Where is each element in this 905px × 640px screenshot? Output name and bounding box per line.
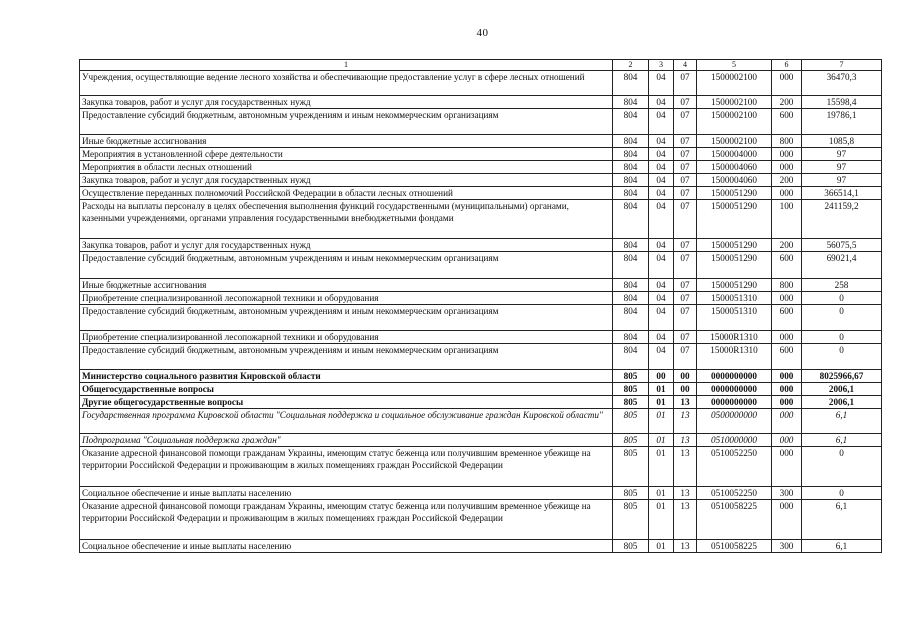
row-name-cell: Закупка товаров, работ и услуг для государственных нужд <box>80 174 613 187</box>
section-code-cell: 04 <box>649 174 674 187</box>
expense-type-cell: 200 <box>772 239 802 252</box>
row-name-cell: Предоставление субсидий бюджетным, автономным учреждениям и иным некоммерческим организациям <box>80 109 613 135</box>
row-name-cell: Приобретение специализированной лесопожарной техники и оборудования <box>80 292 613 305</box>
expense-type-cell: 000 <box>772 500 802 540</box>
amount-cell: 97 <box>802 174 882 187</box>
expense-type-cell: 000 <box>772 187 802 200</box>
target-article-cell: 0510058225 <box>697 500 772 540</box>
amount-cell: 241159,2 <box>802 200 882 239</box>
subsection-code-cell: 13 <box>674 540 697 553</box>
expense-type-cell: 000 <box>772 161 802 174</box>
subsection-code-cell: 07 <box>674 109 697 135</box>
gl-code-cell: 805 <box>613 500 649 540</box>
section-code-cell: 04 <box>649 148 674 161</box>
section-code-cell: 04 <box>649 239 674 252</box>
amount-cell: 0 <box>802 447 882 487</box>
gl-code-cell: 804 <box>613 292 649 305</box>
row-name-cell: Мероприятия в области лесных отношений <box>80 161 613 174</box>
section-code-cell: 00 <box>649 370 674 383</box>
subsection-code-cell: 07 <box>674 200 697 239</box>
amount-cell: 0 <box>802 305 882 331</box>
gl-code-cell: 804 <box>613 96 649 109</box>
target-article-cell: 1500051290 <box>697 252 772 279</box>
gl-code-cell: 804 <box>613 200 649 239</box>
amount-cell: 6,1 <box>802 500 882 540</box>
subsection-code-cell: 07 <box>674 305 697 331</box>
subsection-code-cell: 00 <box>674 383 697 396</box>
table-row <box>80 252 882 279</box>
header-row <box>80 60 882 71</box>
expense-type-cell: 000 <box>772 148 802 161</box>
subsection-code-cell: 13 <box>674 434 697 447</box>
table-row <box>80 370 882 383</box>
expense-type-cell: 000 <box>772 370 802 383</box>
row-name-cell: Иные бюджетные ассигнования <box>80 135 613 148</box>
table-row <box>80 161 882 174</box>
gl-code-cell: 805 <box>613 434 649 447</box>
row-name-cell: Закупка товаров, работ и услуг для государственных нужд <box>80 239 613 252</box>
gl-code-cell: 804 <box>613 109 649 135</box>
target-article-cell: 0500000000 <box>697 409 772 434</box>
target-article-cell: 1500002100 <box>697 71 772 96</box>
section-code-cell: 04 <box>649 292 674 305</box>
expense-type-cell: 200 <box>772 96 802 109</box>
amount-cell: 97 <box>802 161 882 174</box>
row-name-cell: Государственная программа Кировской области "Социальная поддержка и социальное обслуживание граждан Кировской области" <box>80 409 613 434</box>
row-name-cell: Подпрограмма "Социальная поддержка граждан" <box>80 434 613 447</box>
target-article-cell: 1500002100 <box>697 135 772 148</box>
amount-cell: 97 <box>802 148 882 161</box>
table-row <box>80 71 882 96</box>
expense-type-cell: 300 <box>772 487 802 500</box>
table-row <box>80 96 882 109</box>
section-code-cell: 04 <box>649 187 674 200</box>
table-row <box>80 383 882 396</box>
amount-cell: 36470,3 <box>802 71 882 96</box>
target-article-cell: 1500004000 <box>697 148 772 161</box>
row-name-cell: Предоставление субсидий бюджетным, автономным учреждениям и иным некоммерческим организациям <box>80 252 613 279</box>
gl-code-cell: 804 <box>613 331 649 344</box>
gl-code-cell: 805 <box>613 383 649 396</box>
expense-type-cell: 600 <box>772 344 802 370</box>
header-cell: 5 <box>697 60 772 71</box>
section-code-cell: 01 <box>649 396 674 409</box>
header-cell: 6 <box>772 60 802 71</box>
target-article-cell: 1500051290 <box>697 200 772 239</box>
subsection-code-cell: 13 <box>674 409 697 434</box>
amount-cell: 69021,4 <box>802 252 882 279</box>
expense-type-cell: 000 <box>772 409 802 434</box>
target-article-cell: 1500051290 <box>697 279 772 292</box>
target-article-cell: 0510052250 <box>697 447 772 487</box>
amount-cell: 258 <box>802 279 882 292</box>
expense-type-cell: 800 <box>772 135 802 148</box>
expense-type-cell: 600 <box>772 305 802 331</box>
target-article-cell: 0000000000 <box>697 383 772 396</box>
expense-type-cell: 300 <box>772 540 802 553</box>
table-row <box>80 148 882 161</box>
table-row <box>80 109 882 135</box>
amount-cell: 366514,1 <box>802 187 882 200</box>
row-name-cell: Социальное обеспечение и иные выплаты населению <box>80 540 613 553</box>
gl-code-cell: 804 <box>613 135 649 148</box>
target-article-cell: 1500004060 <box>697 161 772 174</box>
section-code-cell: 01 <box>649 487 674 500</box>
table-row <box>80 540 882 553</box>
gl-code-cell: 805 <box>613 540 649 553</box>
gl-code-cell: 804 <box>613 252 649 279</box>
row-name-cell: Учреждения, осуществляющие ведение лесного хозяйства и обеспечивающие предоставление услуг в сфере лесных отношений <box>80 71 613 96</box>
target-article-cell: 0000000000 <box>697 396 772 409</box>
amount-cell: 56075,5 <box>802 239 882 252</box>
table-row <box>80 239 882 252</box>
subsection-code-cell: 13 <box>674 447 697 487</box>
expense-type-cell: 600 <box>772 109 802 135</box>
gl-code-cell: 805 <box>613 370 649 383</box>
row-name-cell: Расходы на выплаты персоналу в целях обеспечения выполнения функций государственными (муниципальными) органами, казенными учреждениями, органами управления государственными внебюджетными фондами <box>80 200 613 239</box>
row-name-cell: Иные бюджетные ассигнования <box>80 279 613 292</box>
target-article-cell: 1500002100 <box>697 109 772 135</box>
section-code-cell: 01 <box>649 409 674 434</box>
section-code-cell: 04 <box>649 344 674 370</box>
subsection-code-cell: 13 <box>674 500 697 540</box>
subsection-code-cell: 07 <box>674 331 697 344</box>
amount-cell: 0 <box>802 487 882 500</box>
subsection-code-cell: 07 <box>674 344 697 370</box>
section-code-cell: 04 <box>649 135 674 148</box>
expense-type-cell: 200 <box>772 174 802 187</box>
amount-cell: 0 <box>802 331 882 344</box>
subsection-code-cell: 07 <box>674 279 697 292</box>
table-row <box>80 500 882 540</box>
row-name-cell: Закупка товаров, работ и услуг для государственных нужд <box>80 96 613 109</box>
target-article-cell: 15000R1310 <box>697 331 772 344</box>
header-cell: 4 <box>674 60 697 71</box>
table-row <box>80 396 882 409</box>
subsection-code-cell: 07 <box>674 292 697 305</box>
section-code-cell: 04 <box>649 331 674 344</box>
table-row <box>80 135 882 148</box>
gl-code-cell: 805 <box>613 409 649 434</box>
section-code-cell: 01 <box>649 383 674 396</box>
expense-type-cell: 600 <box>772 252 802 279</box>
expense-type-cell: 800 <box>772 279 802 292</box>
gl-code-cell: 805 <box>613 487 649 500</box>
row-name-cell: Приобретение специализированной лесопожарной техники и оборудования <box>80 331 613 344</box>
expense-type-cell: 000 <box>772 292 802 305</box>
table-row <box>80 447 882 487</box>
amount-cell: 1085,8 <box>802 135 882 148</box>
subsection-code-cell: 00 <box>674 370 697 383</box>
amount-cell: 2006,1 <box>802 396 882 409</box>
header-cell: 1 <box>80 60 613 71</box>
table-row <box>80 292 882 305</box>
subsection-code-cell: 13 <box>674 487 697 500</box>
section-code-cell: 04 <box>649 252 674 279</box>
row-name-cell: Министерство социального развития Кировской области <box>80 370 613 383</box>
target-article-cell: 1500002100 <box>697 96 772 109</box>
amount-cell: 6,1 <box>802 540 882 553</box>
target-article-cell: 15000R1310 <box>697 344 772 370</box>
subsection-code-cell: 07 <box>674 187 697 200</box>
table-row <box>80 187 882 200</box>
subsection-code-cell: 07 <box>674 239 697 252</box>
row-name-cell: Предоставление субсидий бюджетным, автономным учреждениям и иным некоммерческим организациям <box>80 344 613 370</box>
table-row <box>80 305 882 331</box>
amount-cell: 15598,4 <box>802 96 882 109</box>
gl-code-cell: 804 <box>613 344 649 370</box>
gl-code-cell: 804 <box>613 71 649 96</box>
table-row <box>80 487 882 500</box>
table-row <box>80 331 882 344</box>
amount-cell: 8025966,67 <box>802 370 882 383</box>
target-article-cell: 1500051290 <box>697 187 772 200</box>
target-article-cell: 0510058225 <box>697 540 772 553</box>
target-article-cell: 0510052250 <box>697 487 772 500</box>
table-row <box>80 279 882 292</box>
section-code-cell: 01 <box>649 447 674 487</box>
row-name-cell: Общегосударственные вопросы <box>80 383 613 396</box>
target-article-cell: 0000000000 <box>697 370 772 383</box>
amount-cell: 19786,1 <box>802 109 882 135</box>
gl-code-cell: 804 <box>613 174 649 187</box>
table-row <box>80 409 882 434</box>
gl-code-cell: 804 <box>613 187 649 200</box>
gl-code-cell: 804 <box>613 305 649 331</box>
target-article-cell: 1500051310 <box>697 305 772 331</box>
section-code-cell: 01 <box>649 540 674 553</box>
expense-type-cell: 000 <box>772 331 802 344</box>
table-row <box>80 200 882 239</box>
section-code-cell: 04 <box>649 109 674 135</box>
table-row <box>80 174 882 187</box>
table-row <box>80 434 882 447</box>
row-name-cell: Другие общегосударственные вопросы <box>80 396 613 409</box>
row-name-cell: Предоставление субсидий бюджетным, автономным учреждениям и иным некоммерческим организациям <box>80 305 613 331</box>
gl-code-cell: 804 <box>613 148 649 161</box>
gl-code-cell: 804 <box>613 161 649 174</box>
header-cell: 2 <box>613 60 649 71</box>
expense-type-cell: 000 <box>772 383 802 396</box>
subsection-code-cell: 07 <box>674 174 697 187</box>
target-article-cell: 1500051310 <box>697 292 772 305</box>
page-number: 40 <box>476 27 489 39</box>
target-article-cell: 1500004060 <box>697 174 772 187</box>
gl-code-cell: 804 <box>613 279 649 292</box>
section-code-cell: 04 <box>649 71 674 96</box>
row-name-cell: Осуществление переданных полномочий Российской Федерации в области лесных отношений <box>80 187 613 200</box>
gl-code-cell: 805 <box>613 447 649 487</box>
section-code-cell: 01 <box>649 500 674 540</box>
header-cell: 7 <box>802 60 882 71</box>
target-article-cell: 0510000000 <box>697 434 772 447</box>
subsection-code-cell: 07 <box>674 252 697 279</box>
subsection-code-cell: 07 <box>674 135 697 148</box>
amount-cell: 6,1 <box>802 409 882 434</box>
table-row <box>80 344 882 370</box>
amount-cell: 2006,1 <box>802 383 882 396</box>
row-name-cell: Социальное обеспечение и иные выплаты населению <box>80 487 613 500</box>
gl-code-cell: 805 <box>613 396 649 409</box>
subsection-code-cell: 07 <box>674 71 697 96</box>
subsection-code-cell: 07 <box>674 96 697 109</box>
section-code-cell: 04 <box>649 161 674 174</box>
budget-table <box>79 59 882 553</box>
section-code-cell: 04 <box>649 279 674 292</box>
expense-type-cell: 100 <box>772 200 802 239</box>
amount-cell: 0 <box>802 344 882 370</box>
header-cell: 3 <box>649 60 674 71</box>
amount-cell: 6,1 <box>802 434 882 447</box>
expense-type-cell: 000 <box>772 396 802 409</box>
row-name-cell: Оказание адресной финансовой помощи гражданам Украины, имеющим статус беженца или получившим временное убежище на территории Российской Федерации и проживающим в жилых помещениях граждан Российской Федерации <box>80 447 613 487</box>
row-name-cell: Оказание адресной финансовой помощи гражданам Украины, имеющим статус беженца или получившим временное убежище на территории Российской Федерации и проживающим в жилых помещениях граждан Российской Федерации <box>80 500 613 540</box>
subsection-code-cell: 13 <box>674 396 697 409</box>
section-code-cell: 04 <box>649 305 674 331</box>
expense-type-cell: 000 <box>772 71 802 96</box>
row-name-cell: Мероприятия в установленной сфере деятельности <box>80 148 613 161</box>
subsection-code-cell: 07 <box>674 148 697 161</box>
expense-type-cell: 000 <box>772 447 802 487</box>
amount-cell: 0 <box>802 292 882 305</box>
subsection-code-cell: 07 <box>674 161 697 174</box>
section-code-cell: 04 <box>649 200 674 239</box>
target-article-cell: 1500051290 <box>697 239 772 252</box>
expense-type-cell: 000 <box>772 434 802 447</box>
section-code-cell: 04 <box>649 96 674 109</box>
gl-code-cell: 804 <box>613 239 649 252</box>
section-code-cell: 01 <box>649 434 674 447</box>
